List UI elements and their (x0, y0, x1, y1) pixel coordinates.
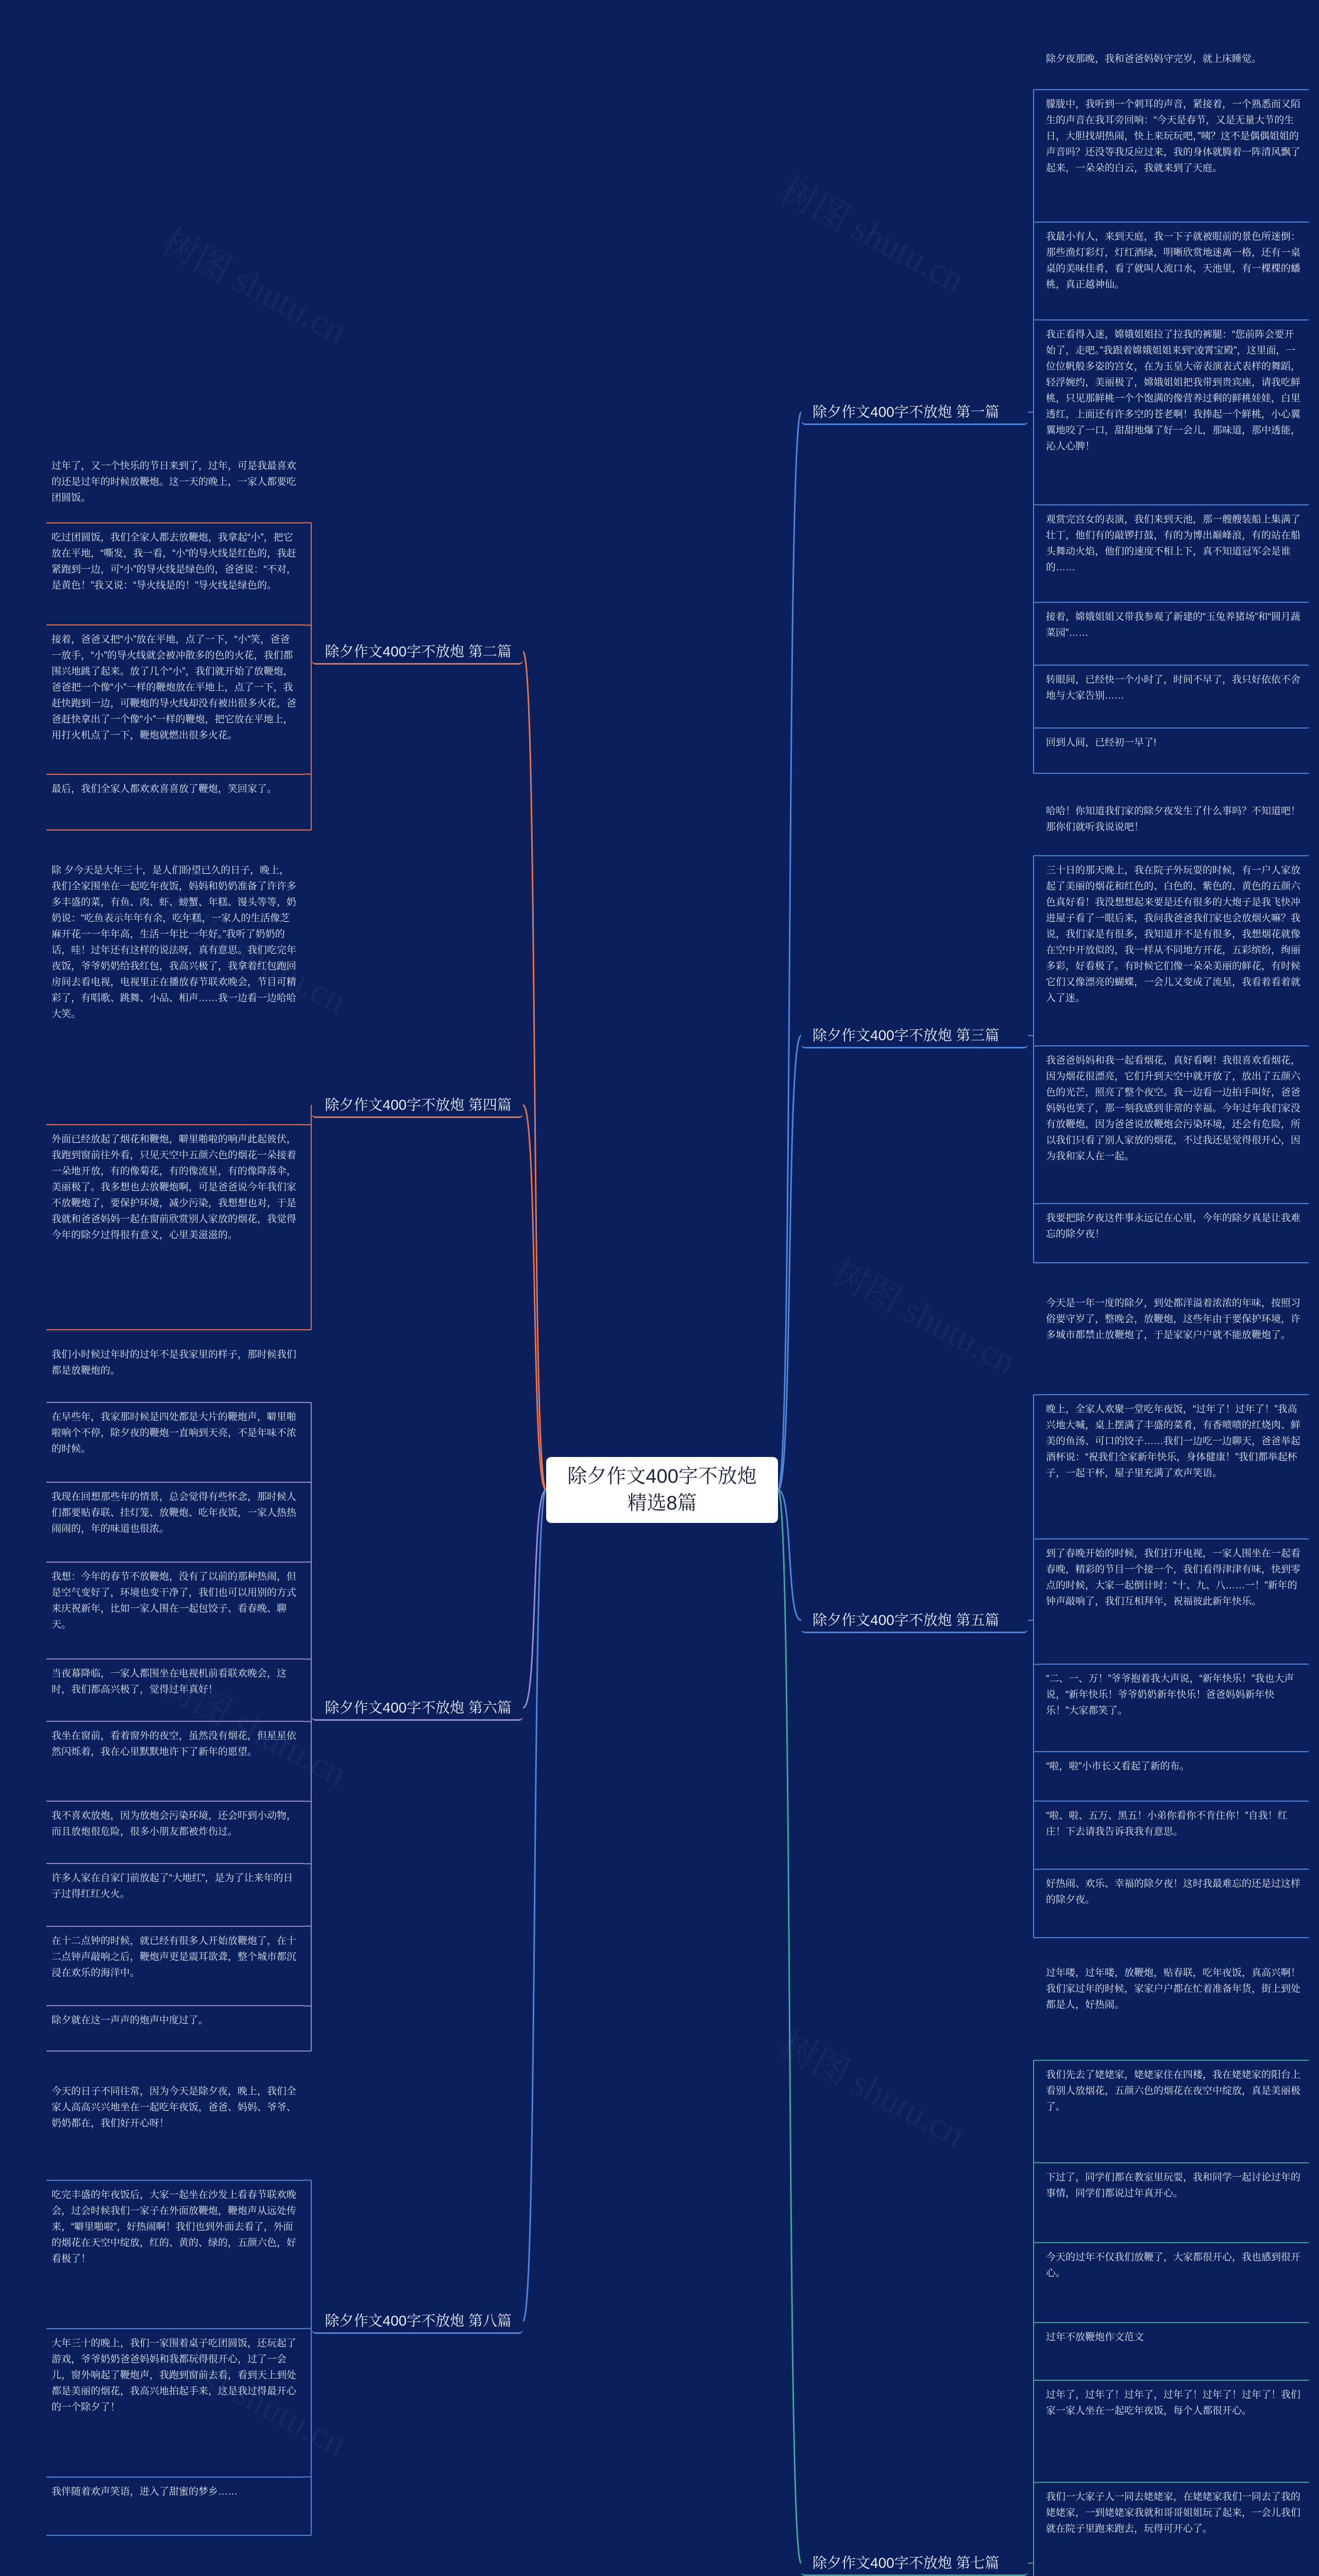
leaf-text: 我最小有人，来到天庭，我一下子就被眼前的景色所迷倒：那些渔灯彩灯，灯红酒绿，明晰欣赏地迷离一格，还有一桌桌的美味佳肴，看了就叫人流口水，天池里，有一棵棵的蟠桃，真正越神仙。 (1046, 231, 1301, 291)
branch-node-6[interactable]: 除夕作文400字不放炮 第六篇 (312, 1695, 523, 1721)
leaf-note[interactable] (1041, 1756, 1309, 1802)
leaf-note[interactable] (46, 1407, 304, 1483)
leaf-note[interactable] (1041, 1293, 1309, 1395)
leaf-text: 我们先去了姥姥家，姥姥家住在四楼，我在姥姥家的阳台上看别人放烟花，五颜六色的烟花在夜空中绽放，真是美丽极了。 (1046, 2070, 1301, 2113)
leaf-text: 吃过团圆饭，我们全家人都去放鞭炮，我拿起“小”，把它放在平地，“嘶发，我一看，“小”的导火线是红色的，我赶紧跑到一边，可“小”的导火线是绿色的，爸爸说：“不对，是黄色！”我又说：“导火线是的！”导火线是绿色的。 (52, 532, 296, 591)
center-to-branch-connector (523, 1105, 546, 1490)
leaf-text: 今天是一年一度的除夕，到处都洋溢着浓浓的年味，按照习俗要守岁了，整晚会，放鞭炮，这些年由于要保护环境，许多城市都禁止放鞭炮了，于是家家户户就不能放鞭炮了。 (1046, 1298, 1301, 1341)
leaf-text: 在十二点钟的时候，就已经有很多人开始放鞭炮了，在十二点钟声敲响之后，鞭炮声更是震耳欲聋，整个城市都沉浸在欢乐的海洋中。 (52, 1935, 297, 1978)
leaf-note[interactable] (46, 528, 304, 626)
leaf-text: 大年三十的晚上，我们一家围着桌子吃团圆饭，还玩起了游戏，爷爷奶奶爸爸妈妈和我都玩得很开心，过了一会儿，窗外响起了鞭炮声，我跑到窗前去看，看到天上到处都是美丽的烟花，我高兴地拍起手来，这是我过得最开心的一个除夕了！ (52, 2337, 297, 2413)
leaf-text: 除 夕今天是大年三十，是人们盼望已久的日子，晚上，我们全家围坐在一起吃年夜饭，妈妈和奶奶准备了许许多多丰盛的菜，有鱼、肉、虾、螃蟹、年糕、馒头等等，奶奶说：“吃鱼表示年年有余，吃年糕，一家人的生活像芝麻开花一一年年高，生活一年比一年好。”我听了奶奶的话，哇！过年还有这样的说法呀，真有意思。我们吃完年夜饭，爷爷奶奶给我红包，我高兴极了，我拿着红包跑回房间去看电视，电视里正在播放春节联欢晚会，节目可精彩了，有唱歌、跳舞、小品、相声……我一边看一边哈哈大笑。 (52, 865, 297, 1020)
leaf-text: 除夕就在这一声声的炮声中度过了。 (52, 2015, 209, 2026)
leaf-text: 接着，嫦娥姐姐又带我参观了新建的“玉兔养猪场”和“圆月蔬菜园”…… (1046, 612, 1300, 639)
center-to-branch-connector (523, 1490, 546, 1708)
branch-node-5[interactable]: 除夕作文400字不放炮 第五篇 (801, 1607, 1028, 1633)
leaf-text: 吃完丰盛的年夜饭后，大家一起坐在沙发上看春节联欢晚会，过会时候我们一家子在外面放鞭炮，鞭炮声从远处传来，“噼里啪啦”，好热闹啊！我们也到外面去看了，外面的烟花在天空中绽放，红的、黄的、绿的，五颜六色，好看极了！ (52, 2189, 297, 2264)
branch-node-8[interactable]: 除夕作文400字不放炮 第八篇 (312, 2308, 523, 2334)
leaf-note[interactable] (46, 1567, 304, 1659)
leaf-text: 我现在回想那些年的情景，总会觉得有些怀念，那时候人们都要贴春联、挂灯笼、放鞭炮、吃年夜饭，一家人热热闹闹的，年的味道也很浓。 (52, 1492, 297, 1534)
leaf-note[interactable] (46, 2081, 304, 2181)
leaf-note[interactable] (1041, 2327, 1309, 2381)
leaf-note[interactable] (1041, 2247, 1309, 2323)
leaf-note[interactable] (1041, 1544, 1309, 1665)
leaf-note[interactable] (46, 1806, 304, 1864)
leaf-text: 当夜幕降临，一家人都围坐在电视机前看联欢晚会，这时，我们都高兴极了，觉得过年真好！ (52, 1668, 287, 1696)
central-topic[interactable] (546, 1457, 778, 1523)
leaf-note[interactable] (1041, 1874, 1309, 1938)
leaf-note[interactable] (1041, 510, 1309, 603)
leaf-note[interactable] (46, 2333, 304, 2478)
leaf-text: 转眼间，已经快一个小时了，时间不早了，我只好依依不舍地与大家告别…… (1046, 674, 1301, 702)
leaf-text: 我们一大家子人一同去姥姥家，在姥姥家我们一同去了我的姥姥家，一到姥姥家我就和哥哥姐姐玩了起来，一会儿我们就在院子里跑来跑去，玩得可开心了。 (1046, 2492, 1301, 2535)
leaf-note[interactable] (46, 1868, 304, 1926)
leaf-note[interactable] (46, 2185, 304, 2329)
leaf-note[interactable] (1041, 2065, 1309, 2163)
leaf-text: 我伴随着欢声笑语，进入了甜蜜的梦乡…… (52, 2486, 238, 2497)
center-to-branch-connector (778, 1036, 801, 1490)
leaf-text: 接着，爸爸又把“小”放在平地，点了一下，“小”笑，爸爸一放手，“小”的导火线就会被冲散多的色的火花，我们都围兴地跳了起来。放了几个“小”，我们就开始了放鞭炮，爸爸把一个像“小”一样的鞭炮放在平地上，点了一下，我赶快跑到一边，可鞭炮的导火线却没有被出很多火花，爸爸赶快拿出了一个像“小”一样的鞭炮，把它放在平地上，用打火机点了一下，鞭炮就燃出很多火花。 (52, 634, 297, 741)
leaf-text: 回到人间，已经初一早了! (1046, 737, 1157, 748)
center-to-branch-connector (523, 652, 546, 1490)
branch-node-1[interactable]: 除夕作文400字不放炮 第一篇 (801, 399, 1028, 425)
leaf-text: 晚上，全家人欢聚一堂吃年夜饭，“过年了！过年了！”我高兴地大喊，桌上摆满了丰盛的菜肴，有香喷喷的红烧肉、鲜美的鱼汤、可口的饺子……我们一边吃一边聊天，爸爸举起酒杯说：“祝我们全家新年快乐，身体健康！”我们都举起杯子，一起干杯，屋子里充满了欢声笑语。 (1046, 1404, 1301, 1479)
leaf-text: 许多人家在自家门前放起了“大地红”，是为了让来年的日子过得红红火火。 (52, 1873, 293, 1900)
leaf-text: 我正看得入迷，嫦娥姐姐拉了拉我的裤腿：“您前阵会要开始了，走吧。”我跟着嫦娥姐姐来到“凌霄宝殿”，这里面，一位位帆般多姿的宫女，在为玉皇大帝表演表式表样的舞蹈，轻浮婉约，美丽极了，嫦娥姐姐把我带到贵宾座，请我吃鲜桃，只见那鲜桃一个个饱满的像营养过剩的鲜桃娃娃，白里透红，上面还有许多空的苍老啊！我捧起一个鲜桃，小心翼翼地咬了一口，甜甜地爆了好一会儿，那味道，那中透能，沁人心脾！ (1046, 329, 1301, 452)
leaf-text: 今天的日子不同往常，因为今天是除夕夜，晚上，我们全家人高高兴兴地坐在一起吃年夜饭，爸爸、妈妈、爷爷、奶奶都在，我们好开心呀！ (52, 2086, 297, 2129)
leaf-text: “啦、啦、五万、黑五！小弟你看你不肯住你！”自我！红庄！下去请我告诉我我有意思。 (1046, 1810, 1288, 1837)
leaf-note[interactable] (1041, 733, 1309, 774)
leaf-note[interactable] (1041, 227, 1309, 320)
leaf-note[interactable] (1041, 670, 1309, 728)
leaf-note[interactable] (1041, 2385, 1309, 2483)
leaf-text: 我们小时候过年时的过年不是我家里的样子，那时候我们都是放鞭炮的。 (52, 1349, 297, 1376)
leaf-note[interactable] (1041, 49, 1309, 90)
leaf-note[interactable] (46, 860, 304, 1125)
leaf-text: 过年喽，过年喽，放鞭炮，贴春联，吃年夜饭，真高兴啊！我们家过年的时候，家家户户都在忙着准备年货，街上到处都是人，好热闹。 (1046, 1968, 1301, 2010)
leaf-text: 我想：今年的春节不放鞭炮，没有了以前的那种热闹，但是空气变好了，环境也变干净了，我们也可以用别的方式来庆祝新年，比如一家人围在一起包饺子、看春晚、聊天。 (52, 1571, 297, 1630)
branch-node-3[interactable]: 除夕作文400字不放炮 第三篇 (801, 1023, 1028, 1048)
leaf-text: 三十日的那天晚上，我在院子外玩耍的时候，有一户人家放起了美丽的烟花和红色的、白色的、紫色的、黄色的五颜六色真好看！我没想想起来要是还有很多的大炮子是我飞快冲进屋子看了一眼后来，我问我爸爸我们家也会放烟火嘛？我说，我们家是有很多，我知道并不是有很多，我想烟花就像在空中开放似的，我一样从不同地方开花，五彩缤纷，绚丽多彩，好看极了。有时候它们像一朵朵美丽的鲜花，有时候它们又像漂亮的蝴蝶，一会儿又变成了流星，我看着看着就入了迷。 (1046, 865, 1301, 1004)
leaf-note[interactable] (46, 2010, 304, 2052)
leaf-text: 朦胧中，我听到一个刺耳的声音，紧接着，一个熟悉而又陌生的声音在我耳旁回响：“今天是春节，又是无量大节的生日，大胆找胡热闹，快上来玩玩吧，”咦？这不是偶偶姐姐的声音吗？还没等我反应过来，我的身体就腾着一阵清风飘了起来，一朵朵的白云，我就来到了天庭。 (1046, 99, 1301, 174)
central-topic-label: 除夕作文400字不放炮精选8篇 (567, 1466, 757, 1514)
leaf-text: 过年了，过年了！过年了，过年了！过年了！过年了！我们家一家人坐在一起吃年夜饭，每个人都很开心。 (1046, 2389, 1301, 2417)
leaf-note[interactable] (46, 630, 304, 774)
leaf-note[interactable] (46, 779, 304, 831)
leaf-note[interactable] (46, 1345, 304, 1403)
leaf-text: 在早些年，我家那时候是四处都是大片的鞭炮声，噼里啪啦响个不停，除夕夜的鞭炮一直响到天亮，不是年味不浓的时候。 (52, 1412, 297, 1455)
leaf-text: 过年了，又一个快乐的节日来到了，过年，可是我最喜欢的还是过年的时候放鞭炮。这一天的晚上，一家人都要吃团圆饭。 (52, 461, 297, 503)
leaf-note[interactable] (46, 1931, 304, 2007)
leaf-text: 今天的过年不仅我们放鞭了，大家都很开心，我也感到很开心。 (1046, 2251, 1301, 2279)
leaf-note[interactable] (46, 1664, 304, 1722)
branch-node-4[interactable]: 除夕作文400字不放炮 第四篇 (312, 1092, 523, 1118)
leaf-text: 到了春晚开始的时候，我们打开电视，一家人围坐在一起看春晚，精彩的节目一个接一个，我们看得津津有味，快到零点的时候，大家一起倒计时：“十、九、八……一！”新年的钟声敲响了，我们互相拜年，祝福彼此新年快乐。 (1046, 1548, 1301, 1607)
leaf-note[interactable] (1041, 2167, 1309, 2243)
leaf-text: 哈哈！你知道我们家的除夕夜发生了什么事吗？不知道吧！那你们就听我说说吧！ (1046, 806, 1301, 833)
leaf-text: 我爸爸妈妈和我一起看烟花，真好看啊！我很喜欢看烟花，因为烟花很漂亮，它们升到天空中就开放了，放出了五颜六色的光芒，照亮了整个夜空。我一边看一边拍手叫好，爸爸妈妈也笑了，那一刻我感到非常的幸福。今年过年我们家没有放鞭炮，因为爸爸说放鞭炮会污染环境，还会有危险，所以我们只看了别人家放的烟花，不过我还是觉得很开心，因为我和家人在一起。 (1046, 1055, 1301, 1162)
leaf-note[interactable] (1041, 1806, 1309, 1870)
leaf-text: 过年不放鞭炮作文范文 (1046, 2332, 1144, 2343)
leaf-note[interactable] (1041, 94, 1309, 223)
leaf-text: 我要把除夕夜这件事永远记在心里，今年的除夕真是让我难忘的除夕夜！ (1046, 1213, 1301, 1240)
leaf-text: 好热闹、欢乐、幸福的除夕夜！这时我最难忘的还是过这样的除夕夜。 (1046, 1878, 1301, 1906)
leaf-text: 最后，我们全家人都欢欢喜喜放了鞭炮，笑回家了。 (52, 783, 277, 794)
leaf-text: “二、一、万！”爷爷抱着我大声说，“新年快乐！”我也大声说，“新年快乐！爷爷奶奶新年快乐！爸爸妈妈新年快乐！”大家都笑了。 (1046, 1673, 1294, 1717)
leaf-note[interactable] (1041, 1963, 1309, 2061)
leaf-note[interactable] (46, 1129, 304, 1330)
branch-node-2[interactable]: 除夕作文400字不放炮 第二篇 (312, 639, 523, 665)
leaf-note[interactable] (1041, 1399, 1309, 1539)
leaf-text: 除夕夜那晚，我和爸爸妈妈守完岁，就上床睡觉。 (1046, 54, 1262, 64)
branch-node-7[interactable]: 除夕作文400字不放炮 第七篇 (801, 2550, 1028, 2576)
leaf-note[interactable] (46, 1487, 304, 1563)
leaf-note[interactable] (1041, 1669, 1309, 1752)
leaf-note[interactable] (1041, 607, 1309, 666)
leaf-note[interactable] (1041, 2487, 1309, 2576)
leaf-note[interactable] (1041, 801, 1309, 856)
leaf-note[interactable] (46, 456, 304, 523)
leaf-note[interactable] (46, 1726, 304, 1802)
leaf-text: 外面已经放起了烟花和鞭炮，噼里啪啦的响声此起彼伏，我跑到窗前往外看，只见天空中五颜六色的烟花一朵接着一朵地开放，有的像菊花，有的像流星，有的像降落伞，美丽极了。我多想也去放鞭炮啊，可是爸爸说今年我们家不放鞭炮了，要保护环境，减少污染，我想想也对，于是我就和爸爸妈妈一起在窗前欣赏别人家放的烟花，我觉得今年的除夕过得很有意义，心里美滋滋的。 (52, 1134, 297, 1241)
leaf-text: 我坐在窗前，看着窗外的夜空，虽然没有烟花，但星星依然闪烁着，我在心里默默地许下了新年的愿望。 (52, 1731, 297, 1758)
leaf-text: 我不喜欢放炮，因为放炮会污染环境，还会吓到小动物，而且放炮很危险，很多小朋友都被炸伤过。 (52, 1810, 297, 1838)
leaf-note[interactable] (1041, 1208, 1309, 1263)
center-to-branch-connector (778, 412, 801, 1490)
leaf-note[interactable] (1041, 325, 1309, 505)
leaf-note[interactable] (1041, 860, 1309, 1047)
leaf-text: 观赏完宫女的表演，我们来到天池，那一艘艘装船上集满了壮丁，他们有的敲锣打鼓，有的为博出巅峰浪，有的站在船头舞动火焰，他们的速度不相上下，真不知道冠军会是谁的…… (1046, 514, 1301, 573)
leaf-text: “啦，啦”小市长又看起了新的布。 (1046, 1760, 1190, 1772)
leaf-note[interactable] (46, 2482, 304, 2536)
leaf-note[interactable] (1041, 1050, 1309, 1204)
leaf-text: 下过了，同学们都在教室里玩耍，我和同学一起讨论过年的事情，同学们都说过年真开心。 (1046, 2172, 1301, 2199)
